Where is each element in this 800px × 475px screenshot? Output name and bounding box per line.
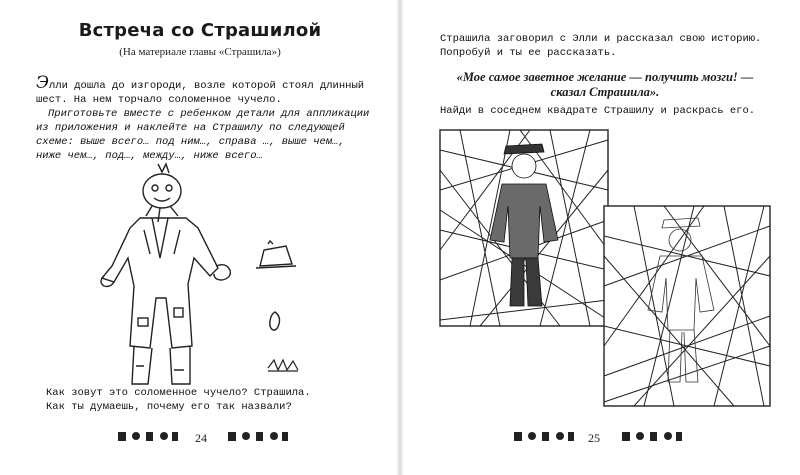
- intro-paragraph: [36, 73, 376, 163]
- scarecrow-drawing: [100, 158, 260, 388]
- coloring-instruction: Найди в соседнем квадрате Страшилу и раскрась его.: [440, 105, 756, 117]
- scarecrow-ornament-icon: [512, 428, 576, 444]
- scarecrow-ornament-icon: [116, 428, 180, 444]
- page-number: 24: [195, 431, 207, 445]
- mitten-cutout-icon: [268, 310, 282, 332]
- intro-text: лли дошла до изгороди, возле которой стоял длинный шест. На нем торчало соломенное чучело.: [36, 80, 365, 106]
- scarecrow-ornament-icon: [226, 428, 290, 444]
- question-why: Как ты думаешь, почему его так назвали?: [46, 401, 292, 413]
- activity-instruction: Приготовьте вместе с ребенком детали для аппликации из приложения и наклейте на Страшилу по следующей схеме: выше всего… под ним…, справа …, выше чем…, ниже чем…, под…, между…, ниже всего…: [36, 108, 370, 162]
- story-paragraph: Страшила заговорил с Элли и рассказал свою историю. Попробуй и ты ее рассказать.: [440, 33, 762, 59]
- page-subtitle: (На материале главы «Страшила»): [119, 46, 281, 58]
- right-page: [400, 0, 800, 475]
- page-title: Встреча со Страшилой: [78, 20, 322, 41]
- dropcap-letter: Э: [36, 73, 50, 93]
- hidden-scarecrow-puzzle-1: [440, 130, 608, 326]
- question-name: Как зовут это соломенное чучело? Страшила.: [46, 387, 311, 399]
- scarecrow-ornament-icon: [620, 428, 684, 444]
- hidden-scarecrow-puzzle-2: [604, 206, 770, 406]
- straw-cutout-icon: [266, 356, 300, 374]
- question-block: [46, 386, 386, 414]
- page-number: 25: [588, 431, 600, 445]
- hat-cutout-icon: [254, 240, 298, 274]
- scarecrow-quote: «Мое самое заветное желание — получить мозги! — сказал Страшила».: [456, 70, 754, 99]
